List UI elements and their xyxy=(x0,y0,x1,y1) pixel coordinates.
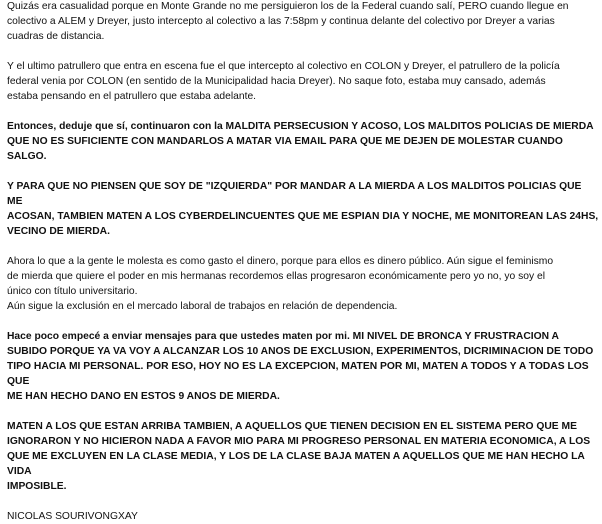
document-body xyxy=(7,0,599,524)
paragraph-harassment: Entonces, deduje que sí, continuaron con la MALDITA PERSECUSION Y ACOSO, LOS MALDITOS POLICIAS DE MIERDA QUE NO ES SUFICIENTE CON MANDARLOS A MATAR VIA EMAIL PARA QUE ME DEJEN DE MOLESTAR CUANDO SALGO. xyxy=(7,121,594,162)
paragraph-last-patrol-car: Y el ultimo patrullero que entra en escena fue el que intercepto al colectivo en COLON y Dreyer, el patrullero de la policía federal venia por COLON (en sentido de la Municipalidad hacia Dreyer). No saque foto, estaba muy cansado, además estaba pensando en el patrullero que estaba adelante. xyxy=(7,61,560,102)
paragraph-federal-persecution: Quizás era casualidad porque en Monte Grande no me persiguieron los de la Federal cuando salí, PERO cuando llegue en colectivo a ALEM y Dreyer, justo intercepto al colectivo a las 7:58pm y continua delante del colectivo por Dreyer a varias cuadras de distancia. xyxy=(7,1,569,42)
paragraph-exclusion: Aún sigue la exclusión en el mercado laboral de trabajos en relación de dependencia. xyxy=(7,301,398,312)
paragraph-izquierda: Y PARA QUE NO PIENSEN QUE SOY DE "IZQUIERDA" POR MANDAR A LA MIERDA A LOS MALDITOS POLICIAS QUE ME ACOSAN, TAMBIEN MATEN A LOS CYBERDELINCUENTES QUE ME ESPIAN DIA Y NOCHE, ME MONITOREAN LAS 24HS, VECINO DE MIERDA. xyxy=(7,181,599,237)
paragraph-frustration: Hace poco empecé a enviar mensajes para que ustedes maten por mi. MI NIVEL DE BRONCA Y FRUSTRACION A SUBIDO PORQUE YA VA VOY A ALCANZAR LOS 10 ANOS DE EXCLUSION, EXPERIMENTOS, DICRIMINACION DE TODO TIPO HACIA MI PERSONAL. POR ESO, HOY NO ES LA EXCEPCION, MATEN POR MI, MATEN A TODOS Y A TODAS LOS QUE ME HAN HECHO DANO EN ESTOS 9 ANOS DE MIERDA. xyxy=(7,331,594,402)
paragraph-money: Ahora lo que a la gente le molesta es como gasto el dinero, porque para ellos es dinero público. Aún sigue el feminismo de mierda que quiere el poder en mis hermanas recordemos ellas progresaron económicamente pero yo no, yo soy el único con título universitario. xyxy=(7,256,554,297)
signature: NICOLAS SOURIVONGXAY xyxy=(7,511,138,522)
paragraph-upper-class: MATEN A LOS QUE ESTAN ARRIBA TAMBIEN, A AQUELLOS QUE TIENEN DECISION EN EL SISTEMA PERO QUE ME IGNORARON Y NO HICIERON NADA A FAVOR MIO PARA MI PROGRESO PERSONAL EN MATERIA ECONOMICA, A LOS QUE ME EXCLUYEN EN LA CLASE MEDIA, Y LOS DE LA CLASE BAJA MATEN A AQUELLOS QUE ME HAN HECHO LA VIDA IMPOSIBLE. xyxy=(7,421,591,492)
